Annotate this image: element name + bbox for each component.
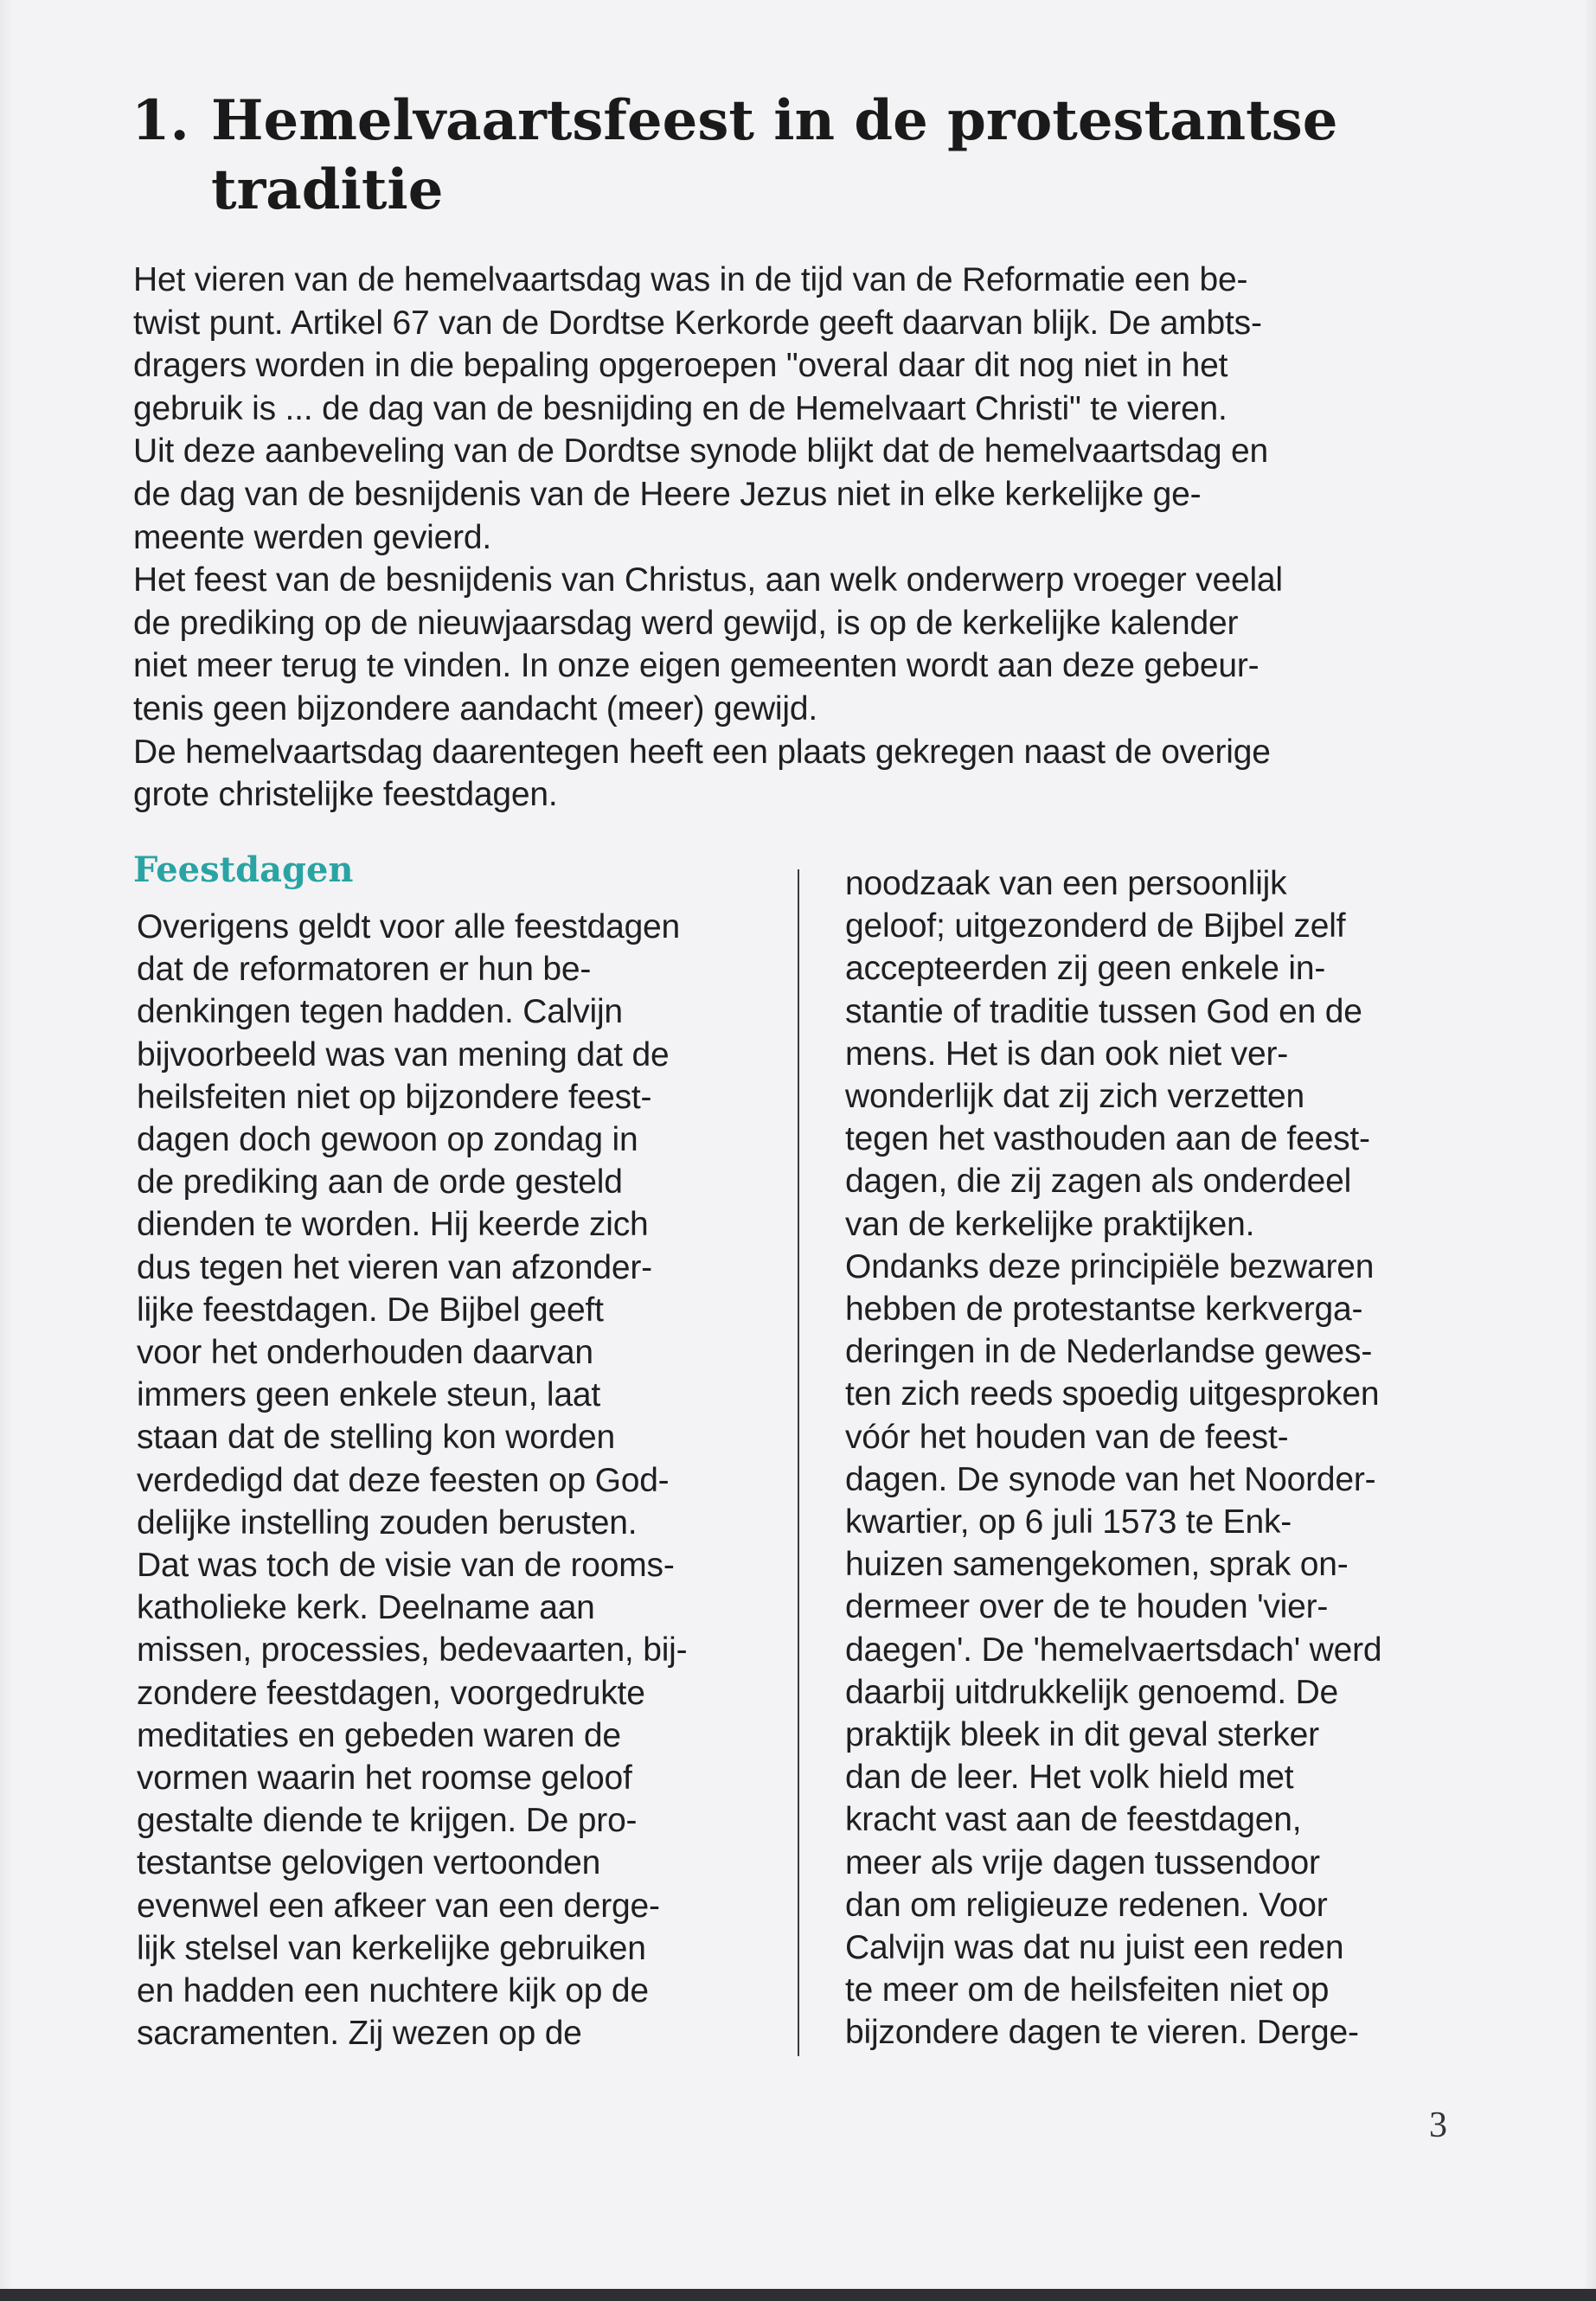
text-line: te meer om de heilsfeiten niet op xyxy=(845,1971,1330,2009)
text-line: Uit deze aanbeveling van de Dordtse synode blijkt dat de hemelvaartsdag en xyxy=(133,433,1269,471)
text-line: meer als vrije dagen tussendoor xyxy=(845,1843,1320,1881)
text-line: tenis geen bijzondere aandacht (meer) gewijd. xyxy=(133,690,817,727)
text-line: missen, processies, bedevaarten, bij- xyxy=(137,1631,688,1670)
text-line: stantie of traditie tussen God en de xyxy=(845,992,1362,1030)
text-line: van de kerkelijke praktijken. xyxy=(845,1205,1255,1243)
text-line: verdedigd dat deze feesten op God- xyxy=(137,1461,670,1499)
text-line: meditaties en gebeden waren de xyxy=(137,1716,621,1754)
text-line: deringen in de Nederlandse gewes- xyxy=(845,1333,1373,1371)
text-line: delijke instelling zouden berusten. xyxy=(137,1503,638,1541)
text-line: dus tegen het vieren van afzonder- xyxy=(137,1248,652,1286)
text-line: evenwel een afkeer van een derge- xyxy=(137,1887,660,1925)
section-subheading: Feestdagen xyxy=(133,849,354,890)
text-line: dat de reformatoren er hun be- xyxy=(137,951,592,989)
text-line: heilsfeiten niet op bijzondere feest- xyxy=(137,1078,652,1116)
text-line: de prediking op de nieuwjaarsdag werd gewijd, is op de kerkelijke kalender xyxy=(133,604,1239,642)
text-line: kwartier, op 6 juli 1573 te Enk- xyxy=(845,1503,1292,1541)
text-line: bijvoorbeeld was van mening dat de xyxy=(137,1035,670,1074)
text-line: vormen waarin het roomse geloof xyxy=(137,1759,632,1797)
text-line: Dat was toch de visie van de rooms- xyxy=(137,1547,675,1584)
text-line: bijzondere dagen te vieren. Derge- xyxy=(845,2014,1359,2052)
chapter-title-line-1: Hemelvaartsfeest in de protestantse xyxy=(211,88,1338,153)
text-line: daegen'. De 'hemelvaertsdach' werd xyxy=(845,1631,1382,1669)
scan-edge xyxy=(0,2289,1596,2301)
text-line: zondere feestdagen, voorgedrukte xyxy=(137,1674,645,1712)
text-line: ten zich reeds spoedig uitgesproken xyxy=(845,1375,1380,1413)
text-line: daarbij uitdrukkelijk genoemd. De xyxy=(845,1673,1339,1711)
text-line: en hadden een nuchtere kijk op de xyxy=(137,1972,649,2009)
text-line: Overigens geldt voor alle feestdagen xyxy=(137,908,681,945)
chapter-title-line-2: traditie xyxy=(211,157,444,222)
chapter-number: 1. xyxy=(131,88,189,153)
text-line: de prediking aan de orde gesteld xyxy=(137,1163,623,1202)
text-line: dan om religieuze redenen. Voor xyxy=(845,1886,1328,1924)
text-line: noodzaak van een persoonlijk xyxy=(845,865,1287,902)
text-line: dienden te worden. Hij keerde zich xyxy=(137,1206,649,1244)
text-line: niet meer terug te vinden. In onze eigen gemeenten wordt aan deze gebeur- xyxy=(133,647,1259,685)
text-line: kracht vast aan de feestdagen, xyxy=(845,1801,1302,1839)
text-line: gebruik is ... de dag van de besnijding en de Hemelvaart Christi" te vieren. xyxy=(133,389,1227,427)
column-divider xyxy=(798,869,799,2056)
text-line: geloof; uitgezonderd de Bijbel zelf xyxy=(845,907,1346,945)
text-line: De hemelvaartsdag daarentegen heeft een plaats gekregen naast de overige xyxy=(133,733,1271,771)
text-line: mens. Het is dan ook niet ver- xyxy=(845,1035,1289,1073)
text-line: lijk stelsel van kerkelijke gebruiken xyxy=(137,1929,646,1967)
text-line: hebben de protestantse kerkverga- xyxy=(845,1291,1363,1328)
text-line: staan dat de stelling kon worden xyxy=(137,1419,615,1457)
text-line: twist punt. Artikel 67 van de Dordtse Kerkorde geeft daarvan blijk. De ambts- xyxy=(133,304,1262,342)
text-line: dagen doch gewoon op zondag in xyxy=(137,1121,638,1158)
text-line: denkingen tegen hadden. Calvijn xyxy=(137,993,623,1031)
text-line: dragers worden in die bepaling opgeroepen "overal daar dit nog niet in het xyxy=(133,347,1228,385)
text-line: dagen. De synode van het Noorder- xyxy=(845,1460,1376,1498)
text-line: sacramenten. Zij wezen op de xyxy=(137,2015,582,2053)
text-line: voor het onderhouden daarvan xyxy=(137,1334,593,1371)
text-line: meente werden gevierd. xyxy=(133,518,492,556)
text-line: vóór het houden van de feest- xyxy=(845,1418,1289,1456)
text-line: wonderlijk dat zij zich verzetten xyxy=(845,1078,1304,1115)
text-line: Calvijn was dat nu juist een reden xyxy=(845,1929,1344,1966)
text-line: huizen samengekomen, sprak on- xyxy=(845,1546,1349,1584)
text-line: immers geen enkele steun, laat xyxy=(137,1376,600,1414)
text-line: dan de leer. Het volk hield met xyxy=(845,1759,1294,1797)
text-line: accepteerden zij geen enkele in- xyxy=(845,950,1326,988)
text-line: lijke feestdagen. De Bijbel geeft xyxy=(137,1291,604,1329)
text-line: testantse gelovigen vertoonden xyxy=(137,1844,601,1882)
text-line: tegen het vasthouden aan de feest- xyxy=(845,1120,1370,1158)
text-line: Het vieren van de hemelvaartsdag was in de tijd van de Reformatie een be- xyxy=(133,261,1248,298)
text-line: Het feest van de besnijdenis van Christus, aan welk onderwerp vroeger veelal xyxy=(133,561,1283,599)
text-line: grote christelijke feestdagen. xyxy=(133,776,558,814)
text-line: katholieke kerk. Deelname aan xyxy=(137,1589,595,1627)
text-line: dagen, die zij zagen als onderdeel xyxy=(845,1163,1352,1201)
text-line: de dag van de besnijdenis van de Heere Jezus niet in elke kerkelijke ge- xyxy=(133,476,1202,513)
text-line: dermeer over de te houden 'vier- xyxy=(845,1588,1329,1626)
text-line: gestalte diende te krijgen. De pro- xyxy=(137,1802,638,1840)
page-number: 3 xyxy=(1429,2106,1447,2145)
text-line: praktijk bleek in dit geval sterker xyxy=(845,1716,1319,1753)
text-line: Ondanks deze principiële bezwaren xyxy=(845,1247,1375,1285)
